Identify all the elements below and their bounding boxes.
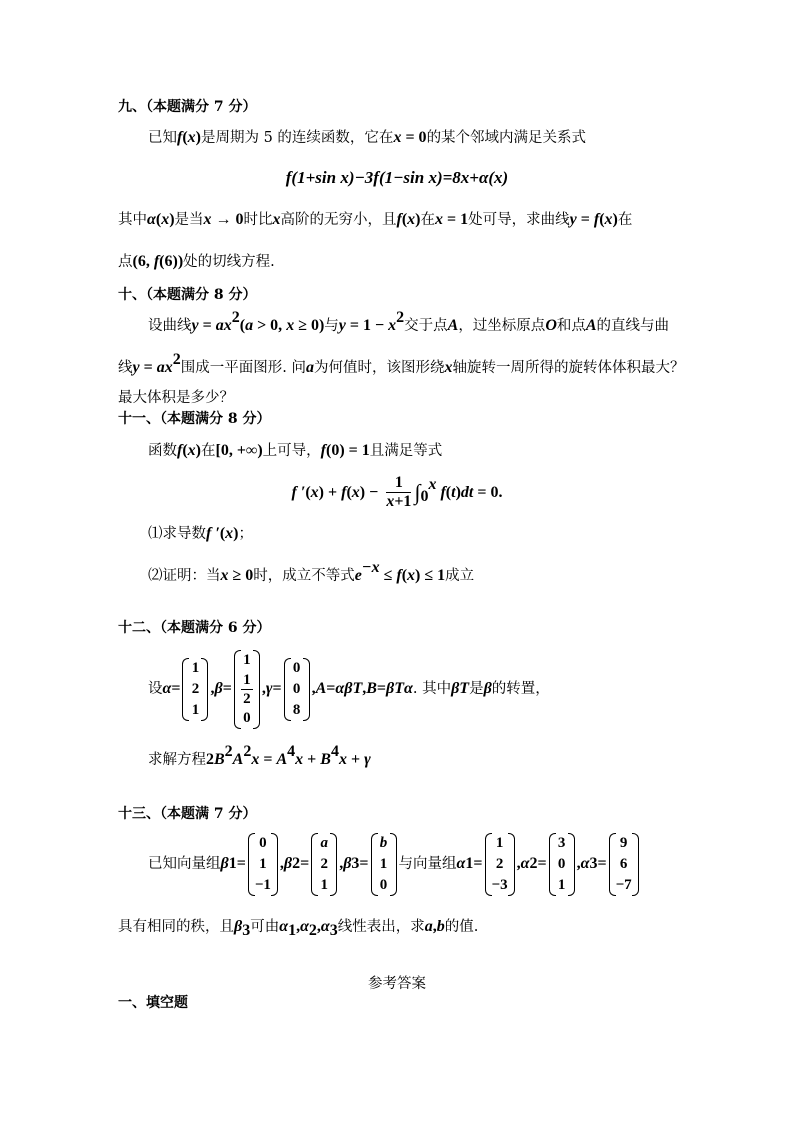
q10-line3: 最大体积是多少？ (118, 390, 234, 406)
alpha1-matrix: 1 2 −3 (485, 833, 515, 896)
answers-section1: 一、填空题 (118, 995, 188, 1011)
q9-equation: f(1+sin x)−3f(1−sin x)=8x+α(x) (285, 168, 509, 187)
q9-line1: 已知f(x)是周期为 5 的连续函数，它在x = 0的某个邻域内满足关系式 (148, 129, 587, 146)
answers-title: 参考答案 (368, 976, 426, 992)
q10-title: 十、（本题满分 8 分） (118, 287, 257, 303)
beta-matrix: 1 1 2 0 (234, 650, 260, 729)
q11-equation: f ′(x) + f(x) − $\frac{1}{x+1}$ $\int_0^x$ f(t)dt = 0. (291, 474, 503, 510)
q12-line1: 设 α = 1 2 1 , β = 1 1 2 0 , γ = 0 0 8 , A = αβ T , B = β T α . 其中 β T 是 β 的转置， (148, 646, 550, 732)
q9-title: 九、（本题满分 7 分） (118, 99, 257, 115)
q13-title: 十三、（本题满 7 分） (118, 806, 257, 822)
q10-line1: 设曲线$y = ax^2(a > 0$, x ≥ 0)与$y = 1 - x^2$交于点A，过坐标原点O和点A的直线与曲 (148, 309, 670, 334)
q11-part2: ⑵证明：当x ≥ 0时，成立不等式$e^{-x} \le f(x) \le 1$成立 (148, 559, 475, 584)
q13-line1: 已知向量组 β 1 = 0 1 −1 , β 2 = a 2 1 , β 3 = b 1 0 与向量组 α 1 = 1 2 −3 , α 2 = 3 0 1 , α 3 = 9 6 −7 (148, 830, 641, 898)
q9-line3: 点(6, f(6))处的切线方程. (118, 253, 275, 270)
beta1-matrix: 0 1 −1 (248, 833, 278, 896)
q13-line2: 具有相同的秩，且$\beta_3$可由$\alpha_1,\alpha_2,\alpha_3$线性表出，求a,b的值. (118, 918, 479, 939)
beta2-matrix: a 2 1 (311, 833, 337, 896)
gamma-matrix: 0 0 8 (284, 658, 310, 721)
alpha-matrix: 1 2 1 (182, 658, 208, 721)
q11-line1: 函数f(x)在[0, +∞)上可导，f(0) = 1且满足等式 (148, 442, 443, 459)
alpha3-matrix: 9 6 −7 (609, 833, 639, 896)
beta3-matrix: b 1 0 (371, 833, 397, 896)
q11-part1: ⑴求导数f ′(x)； (148, 525, 253, 542)
q12-line2: 求解方程$2B^2A^2x = A^4x + B^4x + \gamma$ (148, 743, 371, 768)
q11-title: 十一、（本题满分 8 分） (118, 411, 271, 427)
q12-title: 十二、（本题满分 6 分） (118, 620, 271, 636)
alpha2-matrix: 3 0 1 (549, 833, 575, 896)
q9-line2: 其中α(x)是当x → 0时比x高阶的无穷小，且f(x)在x = 1处可导，求曲线y = f(x)在 (118, 211, 633, 228)
q10-line2: 线$y = ax^2$围成一平面图形. 问a为何值时，该图形绕x轴旋转一周所得的旋转体体积最大？ (118, 351, 685, 376)
